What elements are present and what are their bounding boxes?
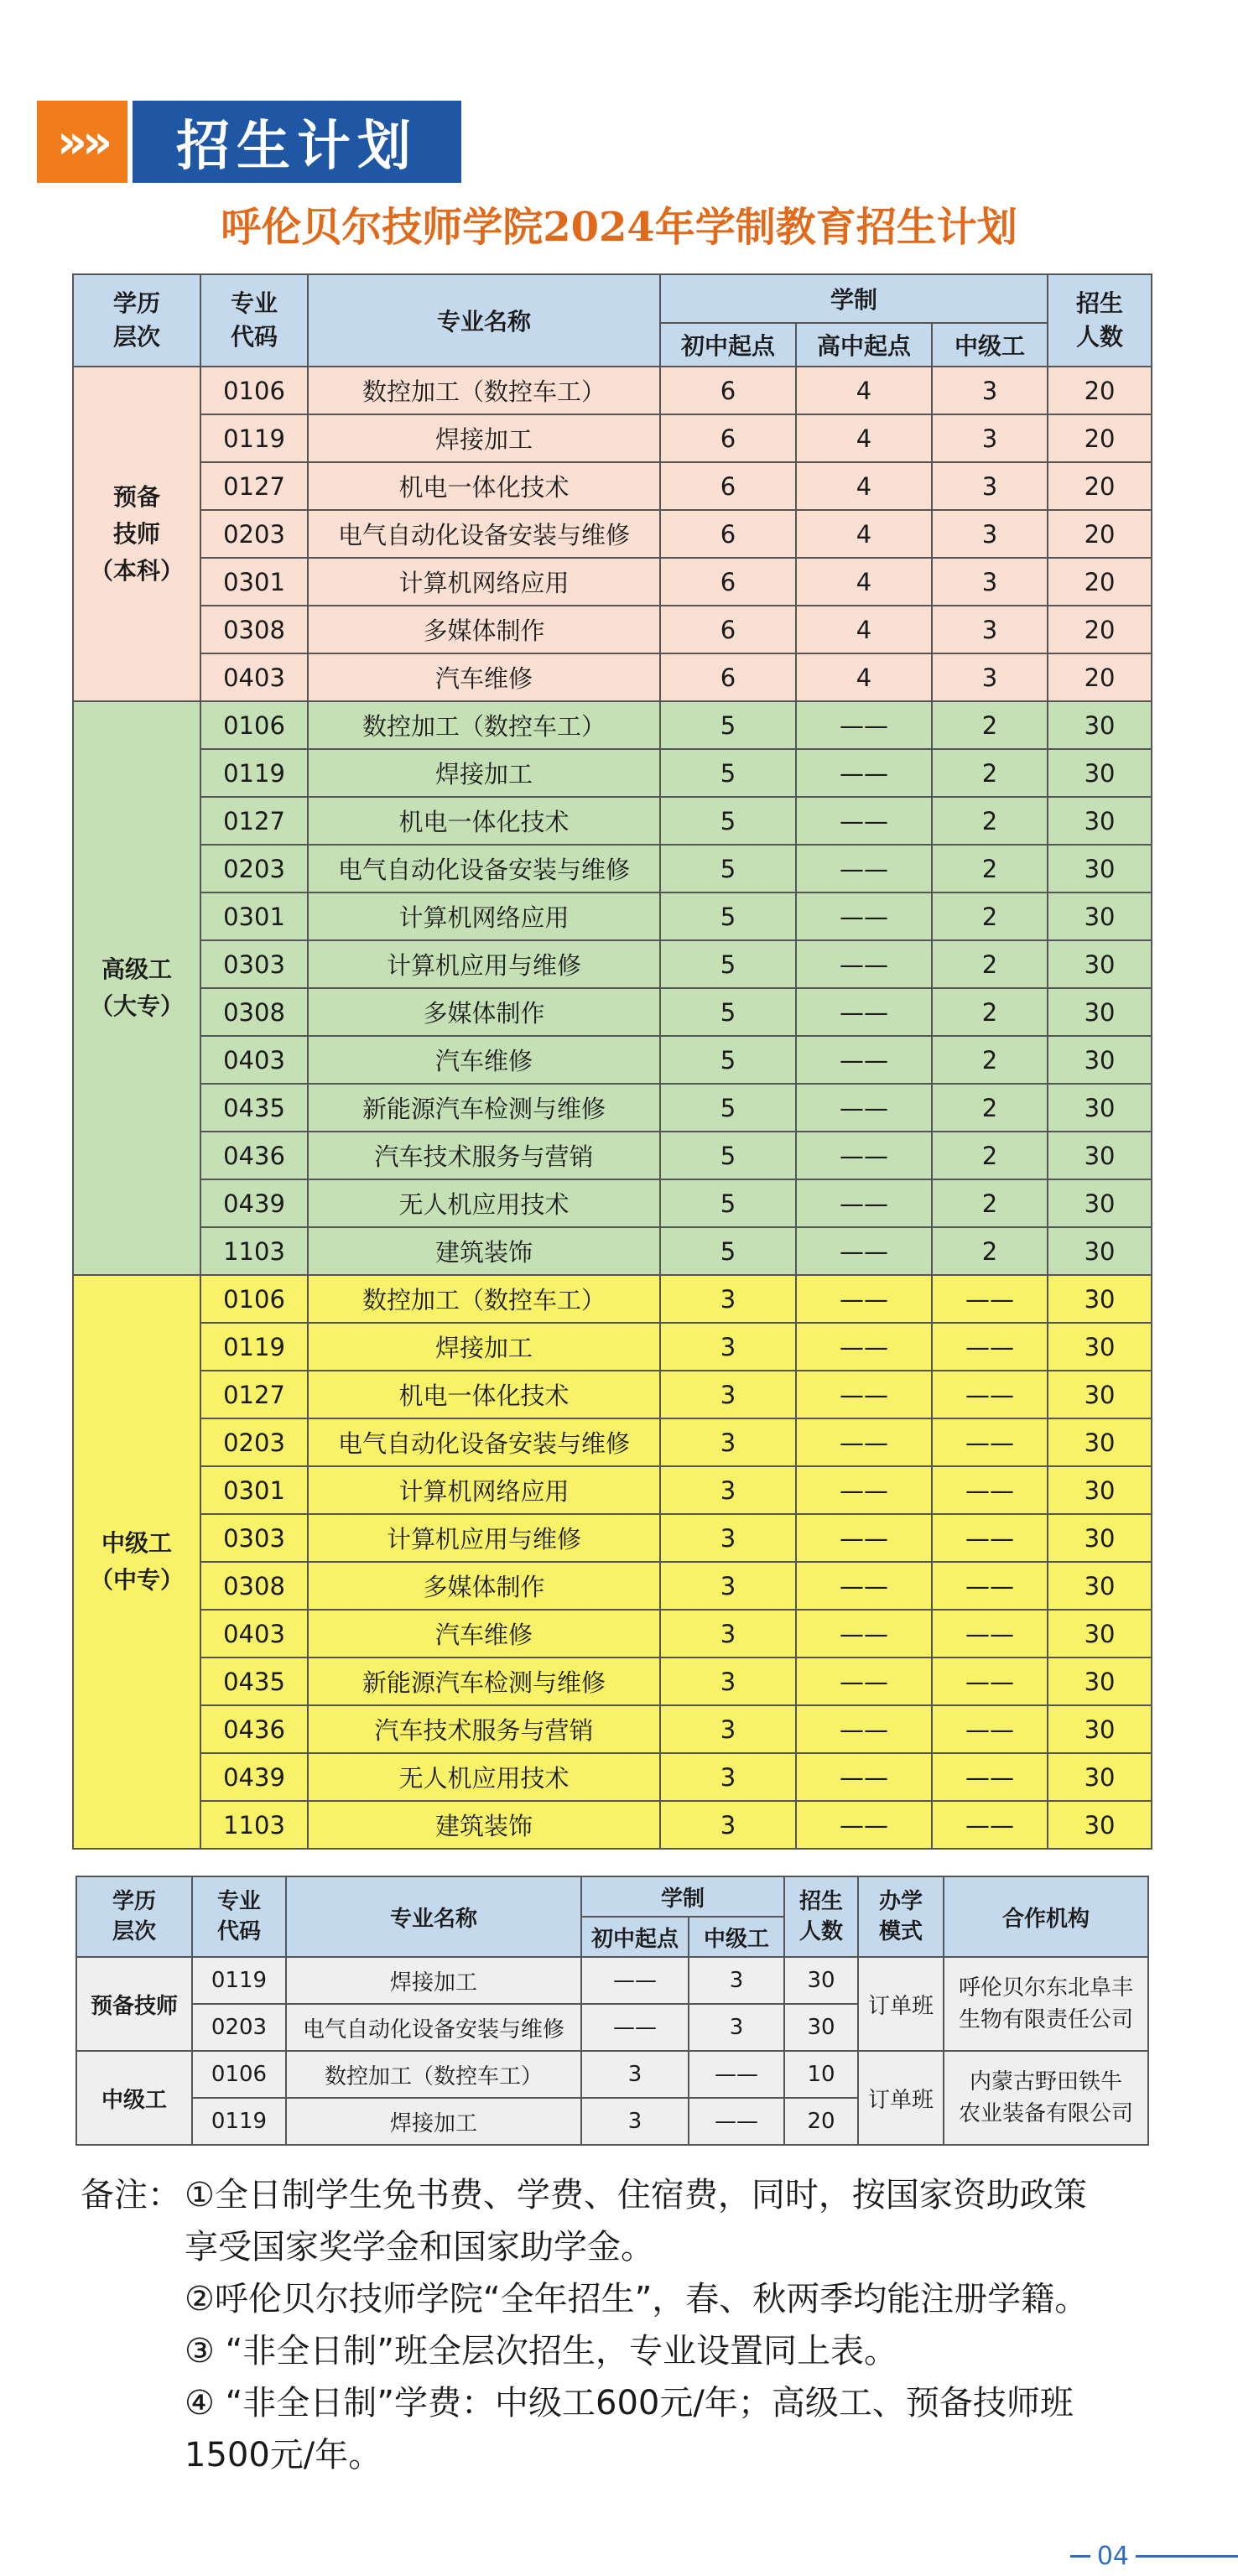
cell-enroll: 30 [1048,1657,1152,1705]
cell-code: 0203 [200,1418,308,1466]
table-row [73,797,1152,845]
cell-junior: 3 [660,1562,796,1610]
cell-senior: 4 [796,414,932,462]
cell-middle: 2 [932,988,1048,1036]
page-number-rule-left [1070,2555,1090,2558]
cell-code: 0106 [200,1275,308,1323]
cell-senior: 4 [796,653,932,701]
cell-middle: 2 [932,1179,1048,1227]
cell-code: 0119 [200,749,308,797]
cell-name: 数控加工（数控车工） [308,701,660,749]
note-2: ②呼伦贝尔技师学院“全年招生”，春、秋两季均能注册学籍。 [185,2280,1089,2318]
cell-middle: 3 [932,558,1048,606]
cell-name: 机电一体化技术 [308,797,660,845]
cell-code: 0435 [200,1657,308,1705]
order-class-table [75,1876,1149,2146]
cell-enroll: 30 [1048,1562,1152,1610]
cell-junior: 6 [660,558,796,606]
cell-enroll: 30 [1048,892,1152,940]
coop-org-cell [944,2051,1148,2145]
cell-junior: 6 [660,367,796,414]
cell-enroll: 20 [1048,367,1152,414]
cell-senior: —— [796,892,932,940]
coop-mode-cell: 订单班 [858,1957,944,2051]
cell-junior: 5 [660,940,796,988]
cell-middle: 3 [932,606,1048,653]
cell-senior: —— [796,1657,932,1705]
org-line: 内蒙古野田铁牛 [970,2069,1123,2095]
cell-enroll: 30 [1048,1084,1152,1132]
cell-junior: 3 [660,1657,796,1705]
table-row [73,1657,1152,1705]
cell-enroll: 30 [1048,797,1152,845]
cell-middle: —— [932,1418,1048,1466]
table-row [73,1753,1152,1801]
cell-enroll: 30 [1048,1466,1152,1514]
coop-cell-code: 0119 [192,1957,286,2004]
level-cell [73,1275,200,1849]
table-row [73,606,1152,653]
cell-name: 新能源汽车检测与维修 [308,1084,660,1132]
cell-junior: 3 [660,1705,796,1753]
coop-header-org: 合作机构 [944,1876,1148,1957]
table-header-row [73,274,1152,323]
cell-code: 0301 [200,892,308,940]
cell-enroll: 30 [1048,1418,1152,1466]
table-row [73,462,1152,510]
cell-code: 0308 [200,606,308,653]
table-row [73,1562,1152,1610]
cell-name: 汽车维修 [308,1036,660,1084]
cell-senior: —— [796,1705,932,1753]
cell-junior: 3 [660,1753,796,1801]
level-text: 预备 [112,482,160,511]
cell-code: 0435 [200,1084,308,1132]
table-row [73,1036,1152,1084]
cell-middle: 2 [932,940,1048,988]
table-row [73,1514,1152,1562]
level-cell [73,701,200,1275]
cell-senior: 4 [796,606,932,653]
cell-junior: 6 [660,414,796,462]
cell-enroll: 20 [1048,510,1152,558]
cell-code: 0127 [200,462,308,510]
table-row [73,845,1152,892]
cell-middle: 3 [932,367,1048,414]
cell-name: 计算机网络应用 [308,892,660,940]
coop-header-name: 专业名称 [286,1876,581,1957]
coop-header-level: 学历层次 [76,1876,192,1957]
cell-middle: 2 [932,845,1048,892]
cell-senior: —— [796,1562,932,1610]
table-row [73,510,1152,558]
cell-enroll: 30 [1048,1753,1152,1801]
coop-cell-enroll: 30 [784,2004,858,2051]
level-text: 高级工 [101,955,172,983]
cell-senior: —— [796,1371,932,1418]
coop-cell-code: 0203 [192,2004,286,2051]
table-row [73,1418,1152,1466]
cell-code: 0119 [200,1323,308,1371]
level-text: 技师 [112,519,160,548]
cell-code: 0403 [200,1610,308,1657]
cell-enroll: 30 [1048,1179,1152,1227]
coop-cell-middle: —— [689,2051,784,2098]
table-row [73,558,1152,606]
coop-cell-junior: 3 [581,2051,689,2098]
cell-junior: 3 [660,1275,796,1323]
cell-enroll: 30 [1048,701,1152,749]
cell-enroll: 20 [1048,606,1152,653]
cell-senior: 4 [796,367,932,414]
cell-name: 汽车维修 [308,1610,660,1657]
cell-middle: 2 [932,1132,1048,1179]
cell-junior: 3 [660,1514,796,1562]
table-row [73,749,1152,797]
cell-enroll: 30 [1048,1371,1152,1418]
cell-senior: 4 [796,462,932,510]
level-cell [73,367,200,701]
notes-label: 备注： [81,2176,181,2214]
coop-level-cell: 预备技师 [76,1957,192,2051]
table-row [73,1275,1152,1323]
coop-cell-junior: —— [581,1957,689,2004]
cell-name: 多媒体制作 [308,988,660,1036]
coop-cell-enroll: 30 [784,1957,858,2004]
cell-senior: —— [796,1132,932,1179]
cell-name: 无人机应用技术 [308,1753,660,1801]
cell-senior: —— [796,1514,932,1562]
cell-name: 计算机应用与维修 [308,940,660,988]
note-1-line-2: 享受国家奖学金和国家助学金。 [185,2228,654,2266]
cell-code: 0303 [200,1514,308,1562]
coop-cell-code: 0106 [192,2051,286,2098]
coop-header-enroll: 招生人数 [784,1876,858,1957]
org-line: 生物有限责任公司 [959,2007,1134,2032]
enrollment-plan-table [72,273,1152,1850]
section-title: 招生计划 [133,101,461,183]
cell-code: 0106 [200,701,308,749]
coop-cell-name: 数控加工（数控车工） [286,2051,581,2098]
cell-code: 0439 [200,1179,308,1227]
coop-cell-junior: 3 [581,2098,689,2145]
cell-enroll: 30 [1048,1610,1152,1657]
cell-middle: —— [932,1275,1048,1323]
page-number-rule-right [1136,2555,1238,2558]
table-row [73,988,1152,1036]
cell-junior: 3 [660,1610,796,1657]
cell-code: 0436 [200,1705,308,1753]
coop-cell-junior: —— [581,2004,689,2051]
cell-junior: 5 [660,1036,796,1084]
cell-senior: —— [796,1084,932,1132]
cell-middle: 3 [932,653,1048,701]
cell-middle: —— [932,1610,1048,1657]
header-junior: 初中起点 [660,323,796,367]
cell-name: 电气自动化设备安装与维修 [308,845,660,892]
cell-code: 0119 [200,414,308,462]
cell-middle: 2 [932,1036,1048,1084]
cell-enroll: 30 [1048,1514,1152,1562]
cell-enroll: 30 [1048,1275,1152,1323]
cell-code: 0303 [200,940,308,988]
cell-middle: 2 [932,749,1048,797]
cell-enroll: 30 [1048,940,1152,988]
cell-code: 0308 [200,1562,308,1610]
cell-junior: 6 [660,462,796,510]
cell-name: 汽车技术服务与营销 [308,1705,660,1753]
cell-enroll: 30 [1048,988,1152,1036]
table-row [73,1801,1152,1849]
cell-senior: —— [796,749,932,797]
cell-senior: —— [796,1036,932,1084]
cell-senior: —— [796,1610,932,1657]
cell-name: 多媒体制作 [308,1562,660,1610]
cell-name: 机电一体化技术 [308,462,660,510]
cell-junior: 5 [660,1132,796,1179]
cell-enroll: 30 [1048,1323,1152,1371]
note-3: ③ “非全日制”班全层次招生，专业设置同上表。 [185,2332,898,2370]
cell-junior: 5 [660,988,796,1036]
coop-header-mode: 办学模式 [858,1876,944,1957]
cell-senior: —— [796,701,932,749]
cell-senior: —— [796,1753,932,1801]
cell-junior: 6 [660,653,796,701]
cell-middle: 3 [932,414,1048,462]
org-line: 农业装备有限公司 [959,2101,1134,2126]
cell-middle: —— [932,1753,1048,1801]
header-level: 学历层次 [73,274,200,367]
cell-name: 汽车维修 [308,653,660,701]
header-duration: 学制 [660,274,1048,323]
table-row [73,1705,1152,1753]
cell-code: 0301 [200,558,308,606]
cell-name: 数控加工（数控车工） [308,367,660,414]
cell-senior: —— [796,988,932,1036]
table-row [73,1179,1152,1227]
coop-cell-name: 焊接加工 [286,1957,581,2004]
coop-header-middle: 中级工 [689,1917,784,1957]
level-text: （大专） [89,992,184,1020]
cell-senior: —— [796,797,932,845]
cell-senior: —— [796,1418,932,1466]
coop-header-junior: 初中起点 [581,1917,689,1957]
cell-enroll: 30 [1048,1132,1152,1179]
coop-row [76,2051,1148,2098]
cell-name: 焊接加工 [308,414,660,462]
cell-code: 0436 [200,1132,308,1179]
table-row [73,367,1152,414]
cell-enroll: 20 [1048,462,1152,510]
cell-code: 0301 [200,1466,308,1514]
cell-junior: 5 [660,1227,796,1275]
cell-name: 新能源汽车检测与维修 [308,1657,660,1705]
cell-code: 0203 [200,510,308,558]
cell-junior: 6 [660,606,796,653]
page-number [1070,2542,1238,2571]
cell-code: 0403 [200,653,308,701]
section-banner [37,101,461,183]
cell-middle: —— [932,1562,1048,1610]
cell-enroll: 30 [1048,845,1152,892]
table-row [73,1610,1152,1657]
cell-enroll: 20 [1048,653,1152,701]
table-row [73,1132,1152,1179]
cell-senior: 4 [796,558,932,606]
header-enroll: 招生人数 [1048,274,1152,367]
cell-code: 1103 [200,1227,308,1275]
cell-name: 焊接加工 [308,749,660,797]
cell-enroll: 20 [1048,558,1152,606]
cell-junior: 3 [660,1371,796,1418]
cell-senior: 4 [796,510,932,558]
cell-junior: 5 [660,1084,796,1132]
cell-middle: —— [932,1323,1048,1371]
cell-senior: —— [796,1179,932,1227]
cell-name: 机电一体化技术 [308,1371,660,1418]
cell-middle: —— [932,1514,1048,1562]
coop-cell-code: 0119 [192,2098,286,2145]
table-row [73,892,1152,940]
coop-mode-cell: 订单班 [858,2051,944,2145]
cell-senior: —— [796,1227,932,1275]
cell-senior: —— [796,1323,932,1371]
cell-senior: —— [796,1466,932,1514]
cell-junior: 5 [660,701,796,749]
cell-junior: 3 [660,1466,796,1514]
chevron-arrows-icon: »» [37,101,127,183]
table-row [73,414,1152,462]
cell-middle: 2 [932,797,1048,845]
cell-senior: —— [796,940,932,988]
note-4-line-2: 1500元/年。 [185,2436,382,2475]
page-number-value: 04 [1096,2542,1129,2571]
coop-cell-name: 电气自动化设备安装与维修 [286,2004,581,2051]
notes-section [81,2169,1188,2481]
level-text: （本科） [89,556,184,585]
cell-middle: 2 [932,892,1048,940]
cell-code: 0127 [200,797,308,845]
coop-row [76,1957,1148,2004]
cell-name: 计算机网络应用 [308,558,660,606]
coop-cell-name: 焊接加工 [286,2098,581,2145]
cell-junior: 5 [660,892,796,940]
coop-cell-middle: —— [689,2098,784,2145]
cell-junior: 3 [660,1801,796,1849]
cell-junior: 5 [660,749,796,797]
org-line: 呼伦贝尔东北阜丰 [959,1975,1134,2001]
cell-senior: —— [796,1275,932,1323]
table-row [73,1323,1152,1371]
cell-code: 1103 [200,1801,308,1849]
note-4-line-1: ④ “非全日制”学费：中级工600元/年；高级工、预备技师班 [185,2384,1074,2422]
cell-junior: 5 [660,1179,796,1227]
cell-code: 0403 [200,1036,308,1084]
cell-name: 焊接加工 [308,1323,660,1371]
cell-name: 电气自动化设备安装与维修 [308,510,660,558]
level-text: （中专） [89,1566,184,1594]
cell-middle: 2 [932,1084,1048,1132]
header-senior: 高中起点 [796,323,932,367]
cell-enroll: 20 [1048,414,1152,462]
cell-middle: 2 [932,701,1048,749]
coop-cell-middle: 3 [689,1957,784,2004]
header-middle: 中级工 [932,323,1048,367]
cell-name: 计算机应用与维修 [308,1514,660,1562]
coop-header-duration: 学制 [581,1876,784,1917]
coop-org-cell [944,1957,1148,2051]
cell-code: 0439 [200,1753,308,1801]
cell-name: 汽车技术服务与营销 [308,1132,660,1179]
cell-name: 电气自动化设备安装与维修 [308,1418,660,1466]
cell-enroll: 30 [1048,749,1152,797]
table-row [73,653,1152,701]
cell-enroll: 30 [1048,1036,1152,1084]
cell-middle: —— [932,1801,1048,1849]
cell-junior: 5 [660,845,796,892]
table-row [73,1227,1152,1275]
coop-header-row [76,1876,1148,1917]
cell-middle: 3 [932,462,1048,510]
cell-middle: —— [932,1466,1048,1514]
cell-enroll: 30 [1048,1801,1152,1849]
table-row [73,701,1152,749]
coop-level-cell: 中级工 [76,2051,192,2145]
document-title: 呼伦贝尔技师学院2024年学制教育招生计划 [221,204,1017,251]
cell-middle: —— [932,1705,1048,1753]
header-name: 专业名称 [308,274,660,367]
cell-name: 无人机应用技术 [308,1179,660,1227]
cell-enroll: 30 [1048,1705,1152,1753]
cell-name: 多媒体制作 [308,606,660,653]
note-1-line-1: ①全日制学生免书费、学费、住宿费，同时，按国家资助政策 [185,2176,1087,2214]
cell-middle: —— [932,1657,1048,1705]
table-row [73,1084,1152,1132]
coop-cell-enroll: 10 [784,2051,858,2098]
cell-senior: —— [796,1801,932,1849]
cell-code: 0106 [200,367,308,414]
coop-cell-middle: 3 [689,2004,784,2051]
cell-middle: 2 [932,1227,1048,1275]
table-row [73,1371,1152,1418]
cell-code: 0127 [200,1371,308,1418]
cell-name: 建筑装饰 [308,1801,660,1849]
cell-code: 0203 [200,845,308,892]
coop-header-code: 专业代码 [192,1876,286,1957]
cell-junior: 5 [660,797,796,845]
cell-senior: —— [796,845,932,892]
cell-name: 建筑装饰 [308,1227,660,1275]
coop-cell-enroll: 20 [784,2098,858,2145]
cell-junior: 3 [660,1418,796,1466]
cell-middle: 3 [932,510,1048,558]
cell-name: 数控加工（数控车工） [308,1275,660,1323]
table-row [73,940,1152,988]
cell-junior: 3 [660,1323,796,1371]
cell-name: 计算机网络应用 [308,1466,660,1514]
cell-code: 0308 [200,988,308,1036]
cell-junior: 6 [660,510,796,558]
cell-enroll: 30 [1048,1227,1152,1275]
table-row [73,1466,1152,1514]
cell-middle: —— [932,1371,1048,1418]
header-code: 专业代码 [200,274,308,367]
level-text: 中级工 [101,1529,172,1557]
